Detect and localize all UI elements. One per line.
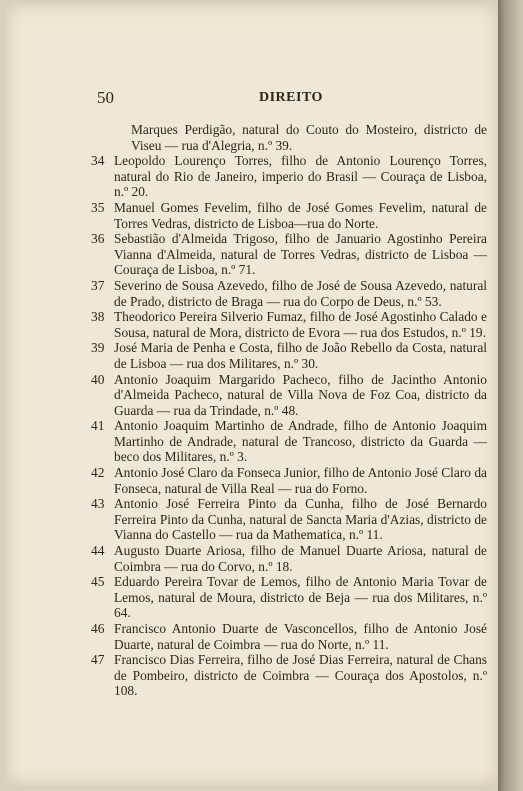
entry-number: 35 bbox=[91, 199, 105, 215]
page-title: DIREITO bbox=[259, 90, 323, 105]
entry-text: Antonio Joaquim Margarido Pacheco, filho de Jacintho Antonio d'Almeida Pacheco, natural de Villa Nova de Foz Coa, districto da Guarda — rua da Trindade, n.º 48. bbox=[114, 371, 487, 418]
entry-text: Sebastião d'Almeida Trigoso, filho de Januario Agostinho Pereira Vianna d'Almeida, natural de Torres Vedras, districto de Lisboa — Couraça de Lisboa, n.º 71. bbox=[114, 231, 487, 278]
entry-text: Francisco Dias Ferreira, filho de José Dias Ferreira, natural de Chans de Pombeiro, districto de Coimbra — Couraça dos Apostolos, n.º 108. bbox=[114, 652, 487, 699]
page-number: 50 bbox=[97, 88, 114, 107]
entry-number: 42 bbox=[91, 465, 105, 481]
list-item bbox=[91, 231, 487, 278]
list-item bbox=[91, 496, 487, 543]
entry-number: 39 bbox=[91, 340, 105, 356]
book-page bbox=[6, 4, 499, 785]
entry-list bbox=[91, 122, 487, 699]
entry-text: Marques Perdigão, natural do Couto do Mosteiro, districto de Viseu — rua d'Alegria, n.º 39. bbox=[131, 122, 487, 153]
list-item bbox=[91, 621, 487, 652]
entry-text: Francisco Antonio Duarte de Vasconcellos, filho de Antonio José Duarte, natural de Coimbra — rua do Norte, n.º 11. bbox=[114, 621, 487, 652]
book-gutter bbox=[498, 0, 523, 791]
entry-number: 38 bbox=[91, 309, 105, 325]
list-item bbox=[91, 122, 487, 153]
entry-text: Severino de Sousa Azevedo, filho de José de Sousa Azevedo, natural de Prado, districto de Braga — rua do Corpo de Deus, n.º 53. bbox=[114, 277, 487, 309]
entry-text: Antonio José Claro da Fonseca Junior, filho de Antonio José Claro da Fonseca, natural de Villa Real — rua do Forno. bbox=[114, 465, 487, 496]
running-head bbox=[89, 88, 487, 108]
entry-number: 34 bbox=[91, 153, 105, 169]
list-item bbox=[91, 652, 487, 699]
list-item bbox=[91, 200, 487, 231]
entry-text: Eduardo Pereira Tovar de Lemos, filho de Antonio Maria Tovar de Lemos, natural de Moura, districto de Beja — rua dos Militares, n.º 64. bbox=[114, 574, 487, 621]
entry-number: 41 bbox=[91, 418, 105, 434]
entry-number: 44 bbox=[91, 543, 105, 559]
list-item bbox=[91, 340, 487, 371]
entry-text: José Maria de Penha e Costa, filho de João Rebello da Costa, natural de Lisboa — rua dos Militares, n.º 30. bbox=[114, 340, 487, 371]
entry-text: Antonio José Ferreira Pinto da Cunha, filho de José Bernardo Ferreira Pinto da Cunha, natural de Sancta Maria d'Azias, districto de Vianna do Castello — rua da Mathematica, n.º 11. bbox=[114, 496, 487, 543]
list-item bbox=[91, 309, 487, 340]
entry-number: 37 bbox=[91, 277, 105, 293]
entry-number: 47 bbox=[91, 652, 105, 668]
entry-number: 40 bbox=[91, 371, 105, 387]
list-item bbox=[91, 372, 487, 419]
entry-text: Leopoldo Lourenço Torres, filho de Antonio Lourenço Torres, natural do Rio de Janeiro, imperio do Brasil — Couraça de Lisboa, n.º 20. bbox=[114, 153, 487, 200]
entry-text: Theodorico Pereira Silverio Fumaz, filho de José Agostinho Calado e Sousa, natural de Mora, districto de Evora — rua dos Estudos, n.º 19. bbox=[114, 309, 487, 340]
list-item bbox=[91, 465, 487, 496]
list-item bbox=[91, 418, 487, 465]
list-item bbox=[91, 278, 487, 309]
list-item bbox=[91, 574, 487, 621]
entry-number: 45 bbox=[91, 574, 105, 590]
list-item bbox=[91, 543, 487, 574]
entry-number: 46 bbox=[91, 621, 105, 636]
entry-text: Augusto Duarte Ariosa, filho de Manuel Duarte Ariosa, natural de Coimbra — rua do Corvo, n.º 18. bbox=[114, 543, 487, 574]
entry-number: 36 bbox=[91, 231, 105, 247]
entry-number: 43 bbox=[91, 496, 105, 512]
entry-text: Antonio Joaquim Martinho de Andrade, filho de Antonio Joaquim Martinho de Andrade, natural de Trancoso, districto da Guarda — beco dos Militares, n.º 3. bbox=[114, 418, 487, 465]
list-item bbox=[91, 153, 487, 200]
entry-text: Manuel Gomes Fevelim, filho de José Gomes Fevelim, natural de Torres Vedras, districto de Lisboa—rua do Norte. bbox=[114, 199, 487, 231]
